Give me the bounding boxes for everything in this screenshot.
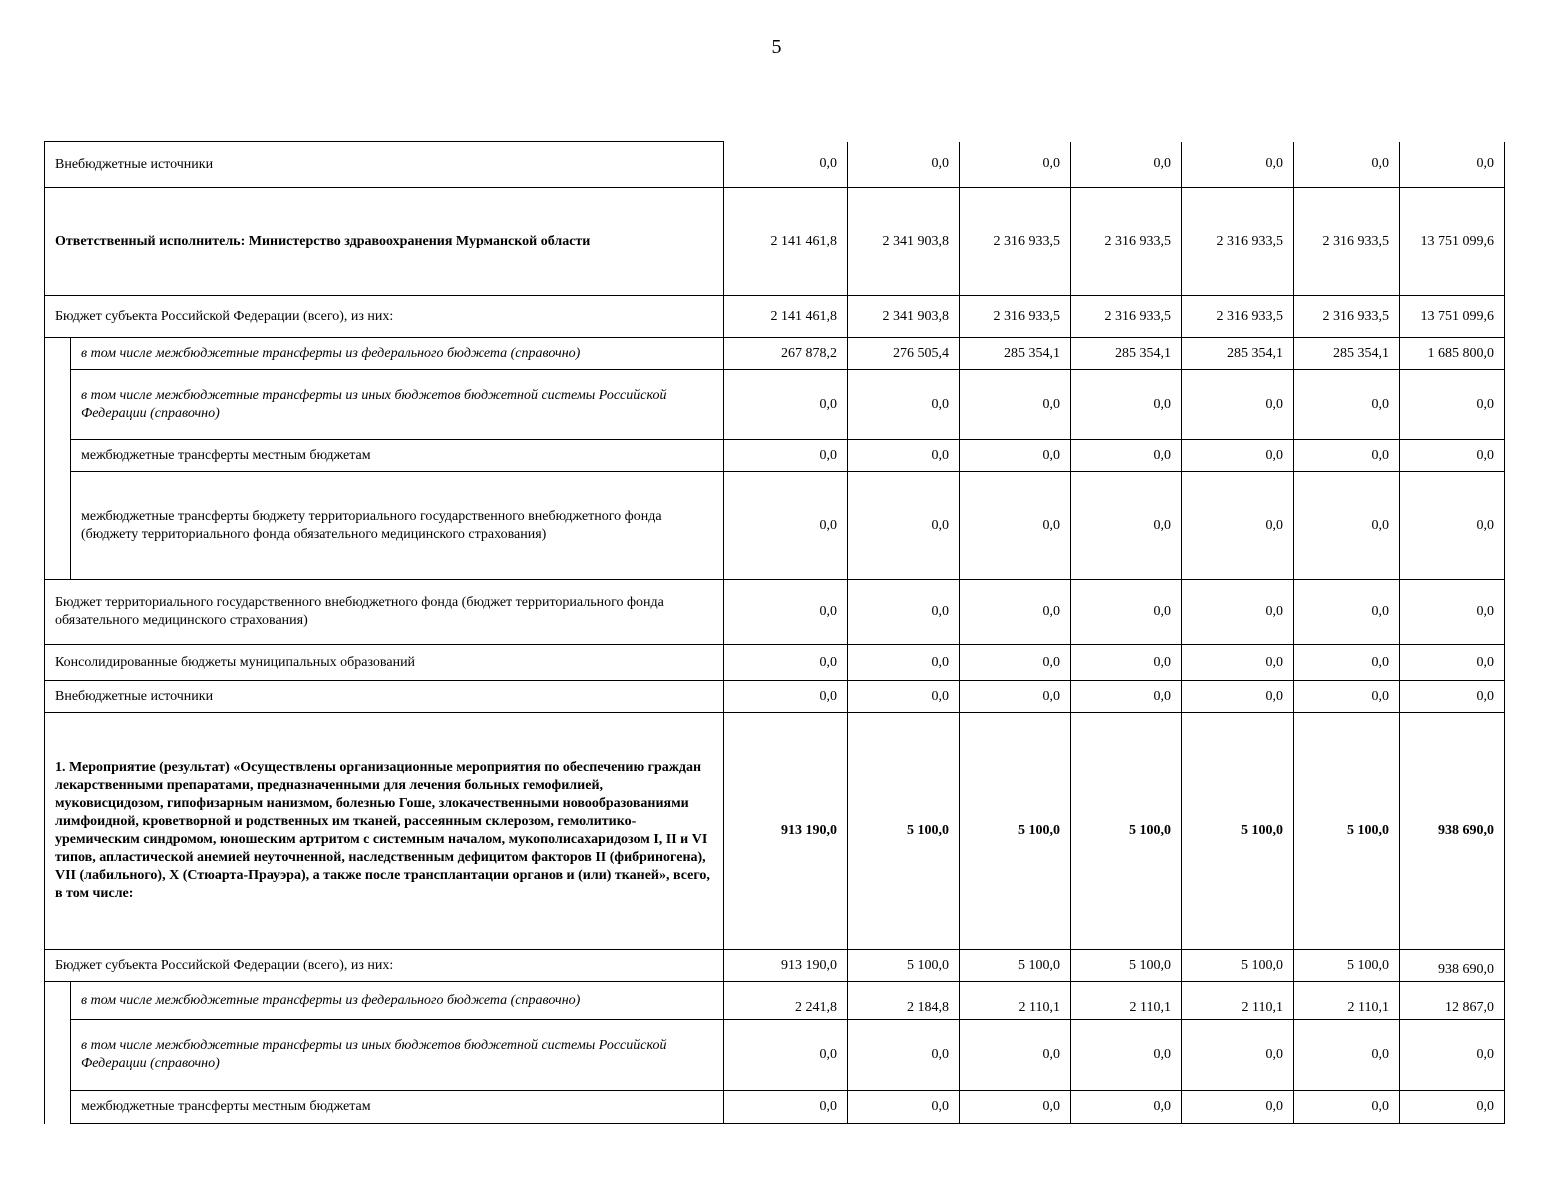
value-cell: 0,0 bbox=[1182, 1091, 1294, 1124]
value-cell: 0,0 bbox=[724, 1020, 848, 1091]
table-row bbox=[45, 188, 1505, 296]
row-label: Ответственный исполнитель: Министерство здравоохранения Мурманской области bbox=[45, 188, 724, 296]
value-cell: 2 141 461,8 bbox=[724, 188, 848, 296]
value-cell: 0,0 bbox=[1182, 580, 1294, 645]
value-cell: 0,0 bbox=[960, 142, 1071, 188]
value-cell: 0,0 bbox=[960, 1020, 1071, 1091]
row-label: Бюджет территориального государственного внебюджетного фонда (бюджет территориального фонда обязательного медицинского страхования) bbox=[45, 580, 724, 645]
value-cell: 0,0 bbox=[960, 440, 1071, 472]
value-cell: 0,0 bbox=[1182, 681, 1294, 713]
value-cell: 913 190,0 bbox=[724, 950, 848, 982]
table-row bbox=[45, 472, 1505, 580]
value-cell: 0,0 bbox=[1294, 472, 1400, 580]
value-cell: 2 184,8 bbox=[848, 982, 960, 1020]
value-cell: 0,0 bbox=[1071, 142, 1182, 188]
value-cell: 5 100,0 bbox=[1071, 713, 1182, 950]
value-cell: 5 100,0 bbox=[848, 713, 960, 950]
value-cell: 0,0 bbox=[848, 440, 960, 472]
value-cell: 0,0 bbox=[724, 472, 848, 580]
value-cell: 5 100,0 bbox=[1071, 950, 1182, 982]
value-cell: 0,0 bbox=[960, 645, 1071, 681]
value-cell: 2 316 933,5 bbox=[1071, 188, 1182, 296]
value-cell: 0,0 bbox=[724, 580, 848, 645]
value-cell: 0,0 bbox=[1071, 1091, 1182, 1124]
value-cell: 0,0 bbox=[1400, 142, 1505, 188]
value-cell: 0,0 bbox=[724, 370, 848, 440]
value-cell: 0,0 bbox=[724, 142, 848, 188]
value-cell: 0,0 bbox=[1182, 142, 1294, 188]
value-cell: 5 100,0 bbox=[1294, 950, 1400, 982]
value-cell: 285 354,1 bbox=[1182, 338, 1294, 370]
value-cell: 0,0 bbox=[960, 580, 1071, 645]
row-label: в том числе межбюджетные трансферты из иных бюджетов бюджетной системы Российской Федерации (справочно) bbox=[71, 370, 724, 440]
value-cell: 0,0 bbox=[960, 1091, 1071, 1124]
value-cell: 5 100,0 bbox=[1182, 713, 1294, 950]
value-cell: 2 316 933,5 bbox=[1182, 188, 1294, 296]
value-cell: 0,0 bbox=[848, 370, 960, 440]
value-cell: 938 690,0 bbox=[1400, 713, 1505, 950]
value-cell: 0,0 bbox=[1294, 1091, 1400, 1124]
row-label: 1. Мероприятие (результат) «Осуществлены организационные мероприятия по обеспечению граждан лекарственными препаратами, предназначенными для лечения больных гемофилией, муковисцидозом, гипофизарным нанизмом, болезнью Гоше, злокачественными новообразованиями лимфоидной, кроветворной и родственных им тканей, рассеянным склерозом, гемолитико-уремическим синдромом, юношеским артритом с системным началом, мукополисахаридозом I, II и VI типов, апластической анемией неуточненной, наследственным дефицитом факторов II (фибриногена), VII (лабильного), X (Стюарта-Прауэра), а также после трансплантации органов и (или) тканей», всего, в том числе: bbox=[45, 713, 724, 950]
value-cell: 2 141 461,8 bbox=[724, 296, 848, 338]
budget-table bbox=[44, 141, 1505, 1124]
table-row bbox=[45, 1091, 1505, 1124]
value-cell: 2 110,1 bbox=[1294, 982, 1400, 1020]
value-cell: 0,0 bbox=[1182, 472, 1294, 580]
value-cell: 0,0 bbox=[1294, 645, 1400, 681]
row-label: Бюджет субъекта Российской Федерации (всего), из них: bbox=[45, 296, 724, 338]
value-cell: 5 100,0 bbox=[848, 950, 960, 982]
value-cell: 0,0 bbox=[724, 681, 848, 713]
value-cell: 2 341 903,8 bbox=[848, 188, 960, 296]
value-cell: 0,0 bbox=[848, 1020, 960, 1091]
value-cell: 0,0 bbox=[1294, 1020, 1400, 1091]
value-cell: 0,0 bbox=[1294, 370, 1400, 440]
row-label: межбюджетные трансферты местным бюджетам bbox=[71, 1091, 724, 1124]
value-cell: 0,0 bbox=[1182, 370, 1294, 440]
row-label: в том числе межбюджетные трансферты из федерального бюджета (справочно) bbox=[71, 338, 724, 370]
value-cell: 0,0 bbox=[848, 142, 960, 188]
value-cell: 0,0 bbox=[1071, 472, 1182, 580]
value-cell: 0,0 bbox=[1400, 681, 1505, 713]
value-cell: 285 354,1 bbox=[1071, 338, 1182, 370]
value-cell: 2 316 933,5 bbox=[1071, 296, 1182, 338]
value-cell: 2 316 933,5 bbox=[960, 188, 1071, 296]
table-row bbox=[45, 982, 1505, 1020]
value-cell: 13 751 099,6 bbox=[1400, 296, 1505, 338]
value-cell: 2 316 933,5 bbox=[1294, 296, 1400, 338]
value-cell: 2 110,1 bbox=[960, 982, 1071, 1020]
value-cell: 2 316 933,5 bbox=[1182, 296, 1294, 338]
table-row bbox=[45, 580, 1505, 645]
value-cell: 0,0 bbox=[1071, 1020, 1182, 1091]
row-label: в том числе межбюджетные трансферты из иных бюджетов бюджетной системы Российской Федерации (справочно) bbox=[71, 1020, 724, 1091]
value-cell: 0,0 bbox=[724, 440, 848, 472]
value-cell: 0,0 bbox=[1182, 645, 1294, 681]
table-row bbox=[45, 142, 1505, 188]
value-cell: 2 316 933,5 bbox=[1294, 188, 1400, 296]
value-cell: 5 100,0 bbox=[1294, 713, 1400, 950]
value-cell: 0,0 bbox=[1400, 580, 1505, 645]
value-cell: 285 354,1 bbox=[960, 338, 1071, 370]
value-cell: 285 354,1 bbox=[1294, 338, 1400, 370]
value-cell: 938 690,0 bbox=[1400, 950, 1505, 982]
table-row bbox=[45, 950, 1505, 982]
value-cell: 0,0 bbox=[1182, 440, 1294, 472]
row-label: межбюджетные трансферты местным бюджетам bbox=[71, 440, 724, 472]
value-cell: 0,0 bbox=[1400, 1091, 1505, 1124]
value-cell: 5 100,0 bbox=[960, 950, 1071, 982]
row-label: Внебюджетные источники bbox=[45, 681, 724, 713]
value-cell: 0,0 bbox=[1294, 142, 1400, 188]
value-cell: 2 316 933,5 bbox=[960, 296, 1071, 338]
value-cell: 0,0 bbox=[1071, 645, 1182, 681]
table-row bbox=[45, 370, 1505, 440]
value-cell: 0,0 bbox=[960, 681, 1071, 713]
value-cell: 2 110,1 bbox=[1071, 982, 1182, 1020]
value-cell: 2 110,1 bbox=[1182, 982, 1294, 1020]
value-cell: 0,0 bbox=[1400, 440, 1505, 472]
table-row bbox=[45, 296, 1505, 338]
value-cell: 1 685 800,0 bbox=[1400, 338, 1505, 370]
value-cell: 0,0 bbox=[1400, 472, 1505, 580]
value-cell: 0,0 bbox=[1294, 580, 1400, 645]
value-cell: 0,0 bbox=[848, 645, 960, 681]
value-cell: 0,0 bbox=[848, 580, 960, 645]
table-row bbox=[45, 645, 1505, 681]
value-cell: 0,0 bbox=[724, 645, 848, 681]
value-cell: 12 867,0 bbox=[1400, 982, 1505, 1020]
value-cell: 0,0 bbox=[724, 1091, 848, 1124]
value-cell: 13 751 099,6 bbox=[1400, 188, 1505, 296]
value-cell: 0,0 bbox=[848, 472, 960, 580]
value-cell: 0,0 bbox=[1071, 681, 1182, 713]
value-cell: 0,0 bbox=[1400, 1020, 1505, 1091]
value-cell: 0,0 bbox=[960, 370, 1071, 440]
value-cell: 0,0 bbox=[1400, 370, 1505, 440]
value-cell: 0,0 bbox=[1071, 440, 1182, 472]
row-label: межбюджетные трансферты бюджету территориального государственного внебюджетного фонда (бюджету территориального фонда обязательного медицинского страхования) bbox=[71, 472, 724, 580]
table-row bbox=[45, 440, 1505, 472]
value-cell: 267 878,2 bbox=[724, 338, 848, 370]
table-row bbox=[45, 681, 1505, 713]
value-cell: 0,0 bbox=[848, 681, 960, 713]
value-cell: 2 241,8 bbox=[724, 982, 848, 1020]
value-cell: 0,0 bbox=[1294, 681, 1400, 713]
value-cell: 913 190,0 bbox=[724, 713, 848, 950]
value-cell: 2 341 903,8 bbox=[848, 296, 960, 338]
value-cell: 0,0 bbox=[1071, 370, 1182, 440]
value-cell: 0,0 bbox=[1400, 645, 1505, 681]
table-row bbox=[45, 1020, 1505, 1091]
table-row bbox=[45, 713, 1505, 950]
row-label: Консолидированные бюджеты муниципальных образований bbox=[45, 645, 724, 681]
indent-gutter bbox=[45, 338, 71, 580]
row-label: Бюджет субъекта Российской Федерации (всего), из них: bbox=[45, 950, 724, 982]
value-cell: 0,0 bbox=[848, 1091, 960, 1124]
table-row bbox=[45, 338, 1505, 370]
value-cell: 0,0 bbox=[1182, 1020, 1294, 1091]
value-cell: 0,0 bbox=[1294, 440, 1400, 472]
value-cell: 5 100,0 bbox=[960, 713, 1071, 950]
page-number: 5 bbox=[771, 36, 782, 58]
value-cell: 0,0 bbox=[960, 472, 1071, 580]
row-label: Внебюджетные источники bbox=[45, 142, 724, 188]
row-label: в том числе межбюджетные трансферты из федерального бюджета (справочно) bbox=[71, 982, 724, 1020]
indent-gutter bbox=[45, 982, 71, 1124]
value-cell: 276 505,4 bbox=[848, 338, 960, 370]
value-cell: 0,0 bbox=[1071, 580, 1182, 645]
value-cell: 5 100,0 bbox=[1182, 950, 1294, 982]
